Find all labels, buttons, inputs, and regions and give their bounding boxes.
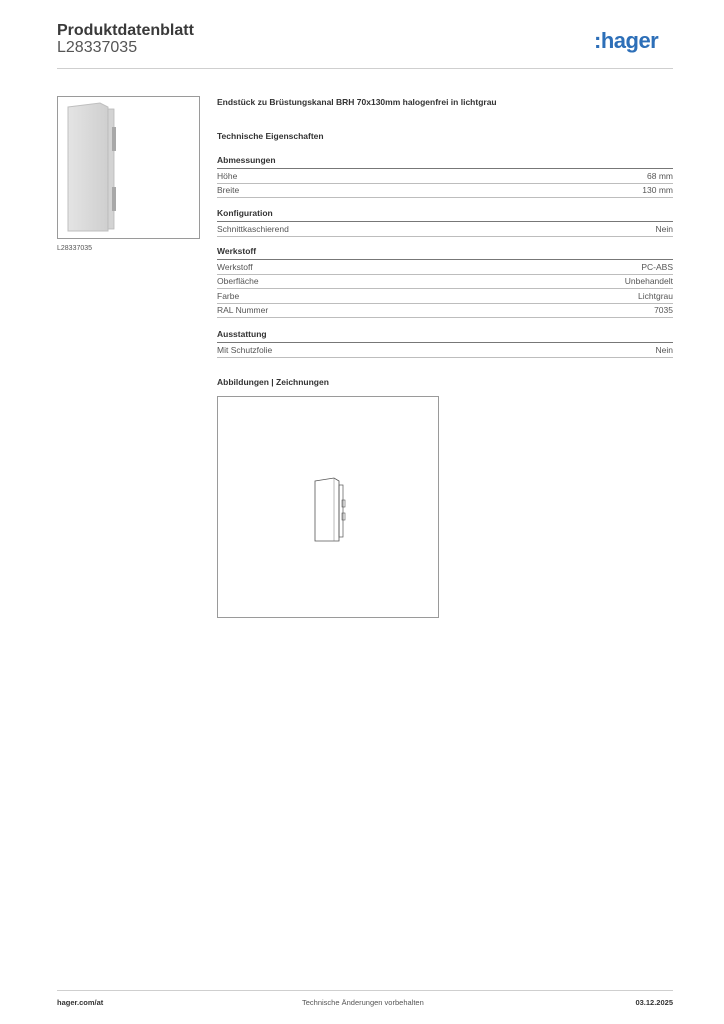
drawing-frame[interactable]	[217, 396, 439, 618]
table-row	[217, 304, 673, 318]
row-value: Unbehandelt	[624, 276, 673, 286]
footer-date: 03.12.2025	[635, 998, 673, 1007]
row-key: Oberfläche	[217, 276, 259, 286]
row-key: RAL Nummer	[217, 305, 269, 315]
page-title: Produktdatenblatt	[57, 22, 194, 39]
row-key: Höhe	[217, 171, 238, 181]
table-row	[217, 275, 673, 289]
tech-heading: Technische Eigenschaften	[217, 131, 324, 141]
section-heading-ausstattung: Ausstattung	[217, 329, 673, 343]
row-value: PC-ABS	[641, 262, 673, 272]
thumbnail-caption: L28337035	[57, 245, 93, 252]
row-key: Schnittkaschierend	[217, 224, 289, 234]
end-cap-photo	[58, 97, 199, 238]
row-key: Werkstoff	[217, 262, 253, 272]
row-value: Nein	[655, 345, 673, 355]
row-value: 68 mm	[647, 171, 673, 181]
row-key: Mit Schutzfolie	[217, 345, 273, 355]
section-heading-abmessungen: Abmessungen	[217, 155, 673, 169]
section-heading-werkstoff: Werkstoff	[217, 246, 673, 260]
section-heading-konfiguration: Konfiguration	[217, 208, 673, 222]
row-value: 7035	[654, 305, 673, 315]
product-thumbnail[interactable]	[57, 96, 200, 239]
table-row	[217, 170, 673, 184]
table-row	[217, 184, 673, 198]
table-row	[217, 223, 673, 237]
header-divider	[57, 68, 673, 69]
footer-divider	[57, 990, 673, 991]
row-key: Farbe	[217, 291, 240, 301]
product-code: L28337035	[57, 39, 138, 56]
footer-disclaimer: Technische Änderungen vorbehalten	[302, 998, 424, 1007]
row-value: Lichtgrau	[638, 291, 673, 301]
row-value: 130 mm	[642, 185, 673, 195]
figures-heading: Abbildungen | Zeichnungen	[217, 377, 329, 387]
table-row	[217, 290, 673, 304]
product-description: Endstück zu Brüstungskanal BRH 70x130mm halogenfrei in lichtgrau	[217, 97, 497, 107]
hager-logo[interactable]: :hager	[594, 28, 659, 53]
row-value: Nein	[655, 224, 673, 234]
table-row	[217, 261, 673, 275]
end-cap-drawing	[218, 397, 438, 617]
footer-website-link[interactable]: hager.com/at	[57, 998, 104, 1007]
row-key: Breite	[217, 185, 240, 195]
table-row	[217, 344, 673, 358]
